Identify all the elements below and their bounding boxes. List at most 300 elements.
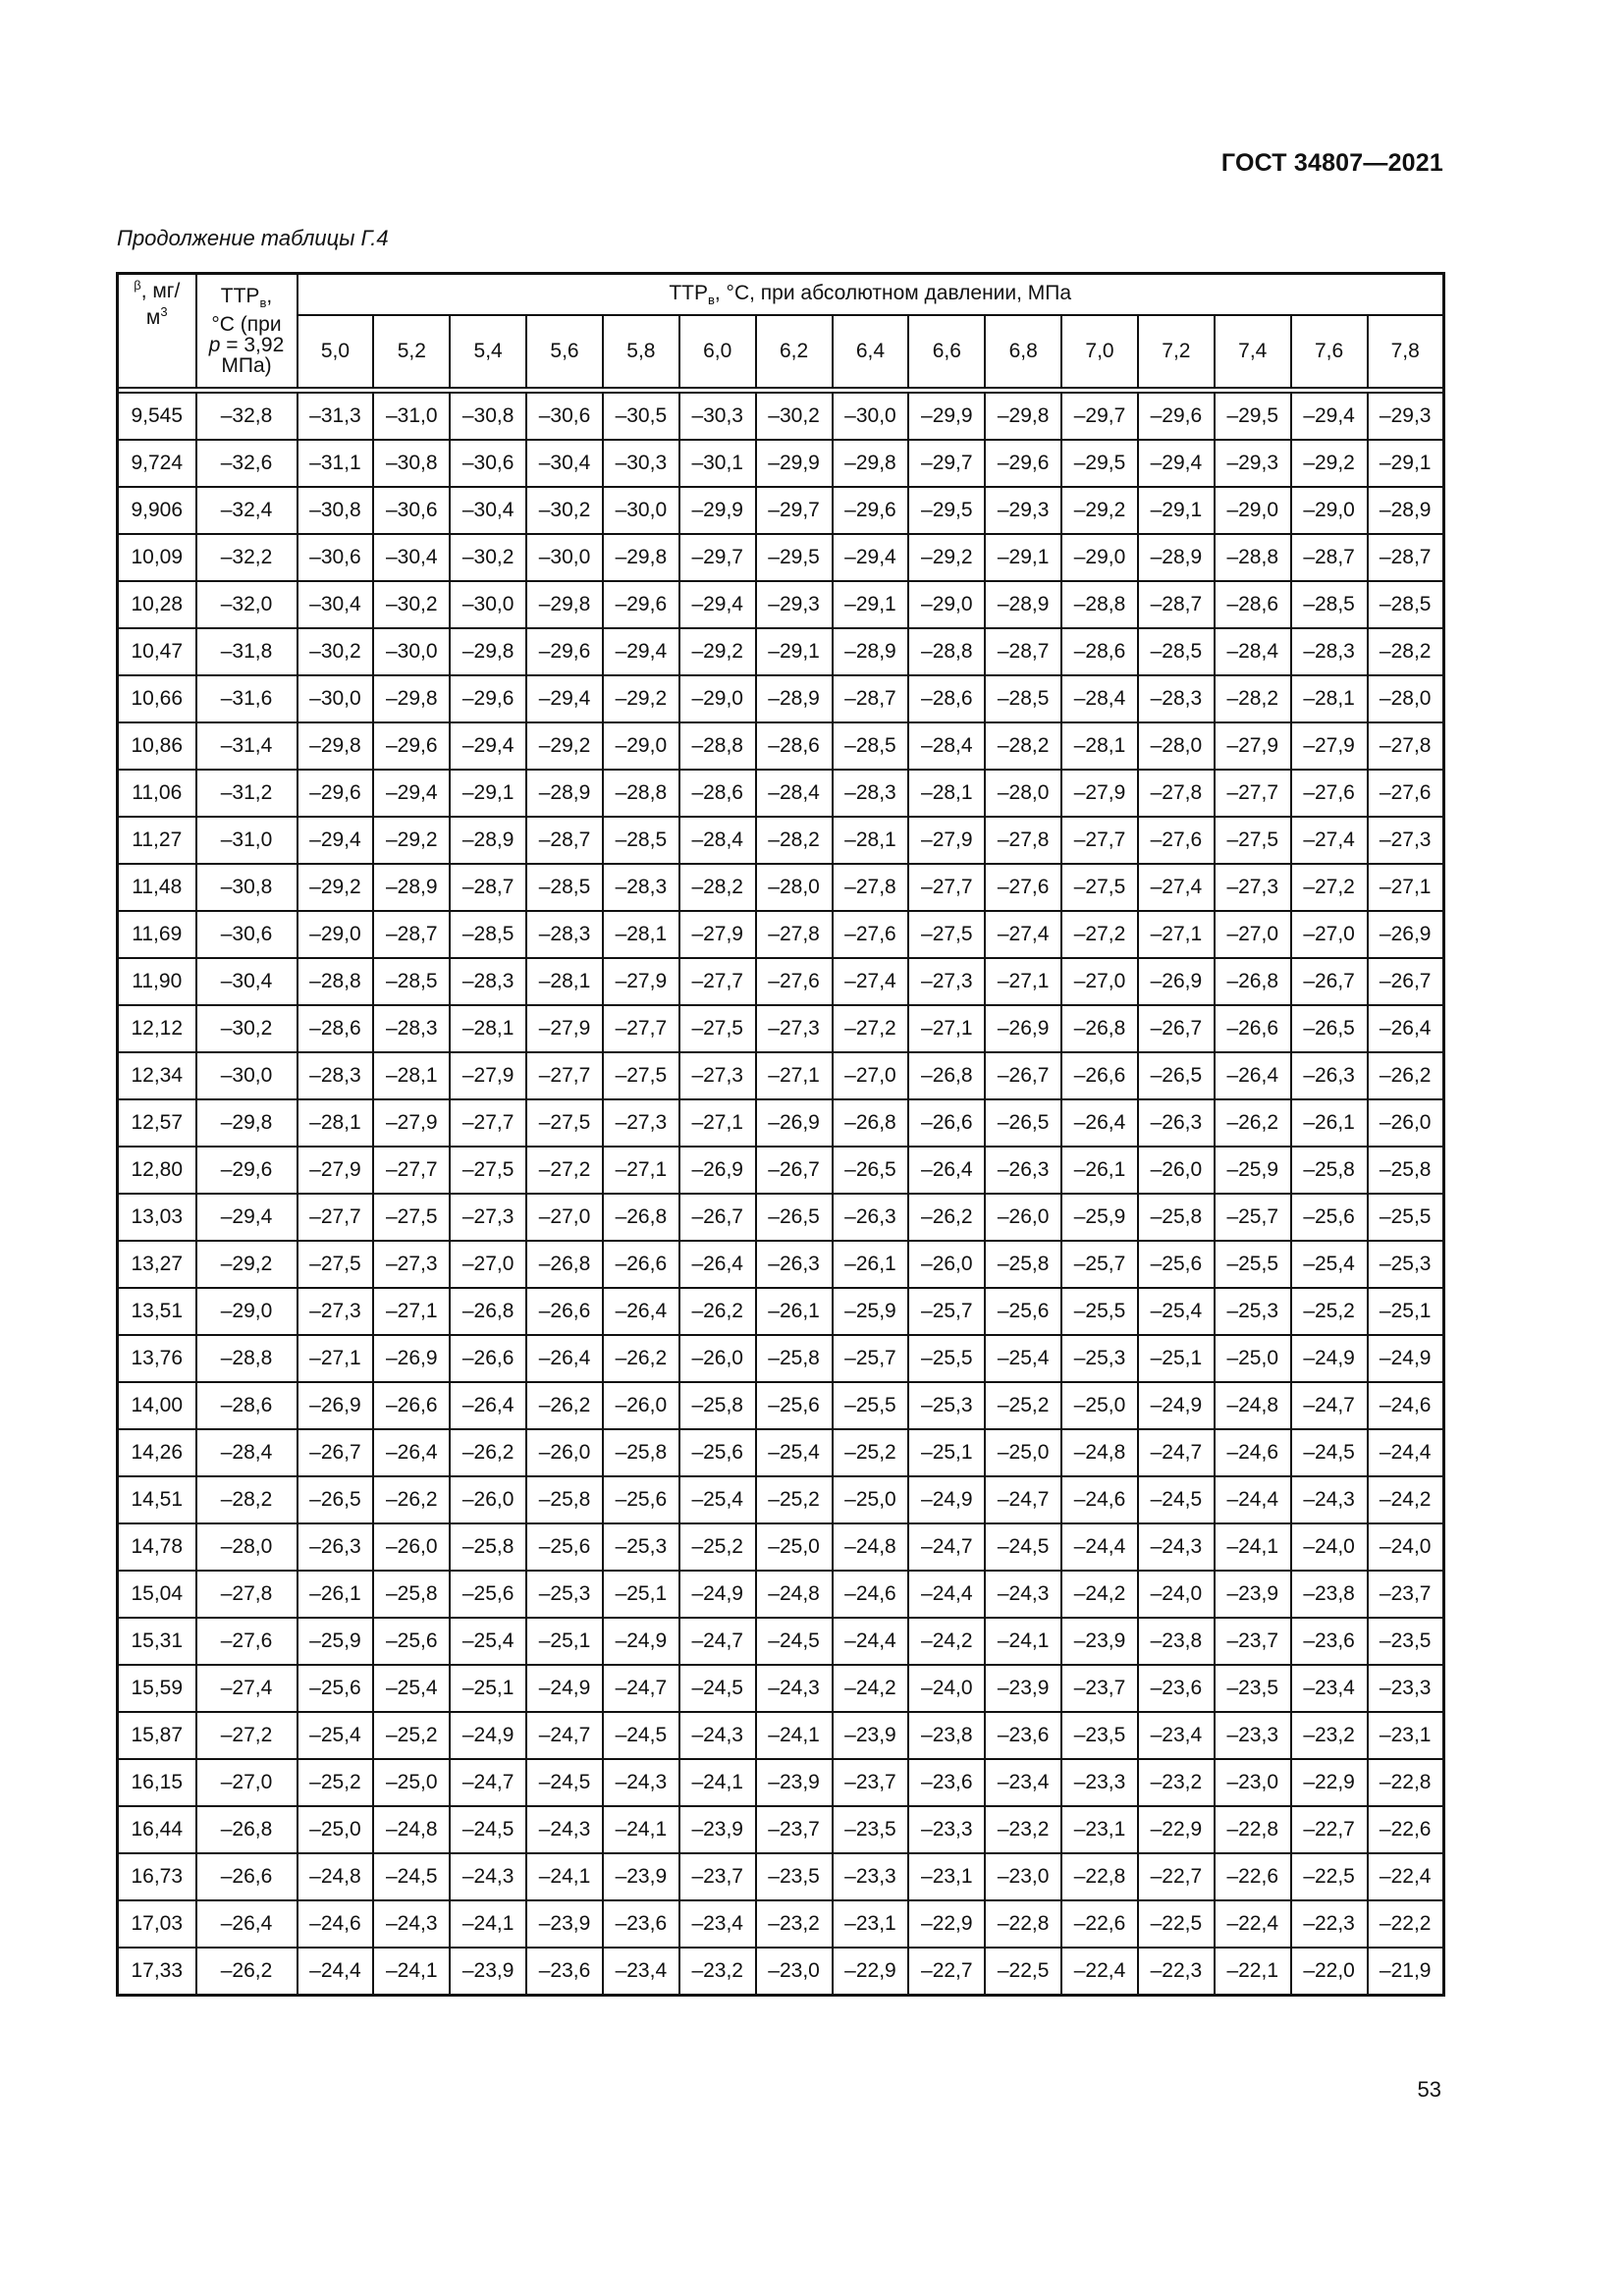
value-cell: –29,8 [373,675,450,722]
value-cell: –26,1 [756,1288,833,1335]
header-ttp-reference [196,274,298,389]
value-cell: –25,0 [833,1476,909,1523]
table-row [118,1759,1444,1806]
value-cell: –25,0 [373,1759,450,1806]
value-cell: –26,4 [679,1241,756,1288]
table-row [118,1948,1444,1996]
ttp-reference-cell: –28,6 [196,1382,298,1429]
table-row [118,393,1444,440]
value-cell: –24,5 [450,1806,526,1853]
value-cell: –28,2 [756,817,833,864]
value-cell: –27,5 [603,1052,679,1099]
value-cell: –23,6 [1291,1618,1368,1665]
value-cell: –28,2 [1368,628,1444,675]
pressure-header: 6,4 [833,315,909,388]
ttp-label: ТТР [220,285,260,308]
value-cell: –28,2 [1215,675,1291,722]
value-cell: –26,9 [756,1099,833,1147]
value-cell: –26,2 [373,1476,450,1523]
table-caption: Продолжение таблицы Г.4 [117,226,389,250]
beta-symbol: β [134,278,141,293]
value-cell: –25,0 [1061,1382,1138,1429]
value-cell: –24,8 [298,1853,374,1900]
value-cell: –24,3 [1291,1476,1368,1523]
table-row [118,1194,1444,1241]
value-cell: –28,8 [1215,534,1291,581]
beta-cell: 10,66 [118,675,196,722]
value-cell: –28,0 [985,770,1061,817]
value-cell: –25,1 [908,1429,985,1476]
value-cell: –26,7 [1291,958,1368,1005]
value-cell: –24,5 [756,1618,833,1665]
value-cell: –26,6 [526,1288,603,1335]
ttp-reference-cell: –32,0 [196,581,298,628]
ttp-unit: °С (при [211,312,282,336]
value-cell: –29,7 [1061,393,1138,440]
value-cell: –25,8 [1368,1147,1444,1194]
beta-cell: 9,545 [118,393,196,440]
value-cell: –29,5 [1061,440,1138,487]
value-cell: –26,3 [985,1147,1061,1194]
value-cell: –24,9 [908,1476,985,1523]
value-cell: –29,8 [603,534,679,581]
value-cell: –30,2 [756,393,833,440]
value-cell: –30,0 [298,675,374,722]
value-cell: –28,6 [908,675,985,722]
value-cell: –29,4 [450,722,526,770]
value-cell: –24,0 [1291,1523,1368,1571]
value-cell: –26,2 [526,1382,603,1429]
value-cell: –29,5 [756,534,833,581]
value-cell: –27,1 [1368,864,1444,911]
value-cell: –24,1 [373,1948,450,1996]
value-cell: –30,0 [526,534,603,581]
page-number: 53 [1417,2077,1441,2102]
table-row [118,770,1444,817]
value-cell: –29,4 [603,628,679,675]
value-cell: –26,6 [373,1382,450,1429]
value-cell: –28,8 [298,958,374,1005]
value-cell: –27,1 [373,1288,450,1335]
value-cell: –27,0 [1215,911,1291,958]
value-cell: –27,9 [373,1099,450,1147]
value-cell: –28,4 [1215,628,1291,675]
value-cell: –23,6 [908,1759,985,1806]
value-cell: –27,4 [985,911,1061,958]
value-cell: –29,9 [756,440,833,487]
value-cell: –25,4 [679,1476,756,1523]
value-cell: –29,8 [985,393,1061,440]
value-cell: –28,4 [908,722,985,770]
value-cell: –29,1 [1138,487,1215,534]
value-cell: –26,3 [833,1194,909,1241]
beta-cell: 15,59 [118,1665,196,1712]
value-cell: –25,4 [756,1429,833,1476]
value-cell: –24,5 [373,1853,450,1900]
value-cell: –29,6 [1138,393,1215,440]
value-cell: –26,2 [603,1335,679,1382]
beta-cell: 13,27 [118,1241,196,1288]
value-cell: –27,2 [1061,911,1138,958]
value-cell: –29,7 [908,440,985,487]
document-code: ГОСТ 34807—2021 [1220,149,1443,177]
value-cell: –30,8 [298,487,374,534]
value-cell: –22,2 [1368,1900,1444,1948]
value-cell: –27,9 [908,817,985,864]
value-cell: –23,8 [908,1712,985,1759]
value-cell: –27,1 [985,958,1061,1005]
value-cell: –27,5 [908,911,985,958]
value-cell: –25,3 [908,1382,985,1429]
value-cell: –23,5 [1215,1665,1291,1712]
value-cell: –28,7 [373,911,450,958]
value-cell: –25,4 [1138,1288,1215,1335]
value-cell: –28,6 [679,770,756,817]
value-cell: –26,1 [1061,1147,1138,1194]
value-cell: –30,6 [373,487,450,534]
value-cell: –25,9 [833,1288,909,1335]
value-cell: –23,2 [1291,1712,1368,1759]
value-cell: –30,0 [373,628,450,675]
value-cell: –25,3 [1215,1288,1291,1335]
value-cell: –29,0 [908,581,985,628]
value-cell: –25,8 [756,1335,833,1382]
value-cell: –24,3 [450,1853,526,1900]
value-cell: –27,6 [833,911,909,958]
value-cell: –26,4 [908,1147,985,1194]
value-cell: –24,8 [1215,1382,1291,1429]
value-cell: –27,4 [1138,864,1215,911]
value-cell: –29,2 [1291,440,1368,487]
table-row [118,534,1444,581]
value-cell: –29,8 [450,628,526,675]
value-cell: –29,5 [908,487,985,534]
value-cell: –29,8 [526,581,603,628]
table-row [118,911,1444,958]
pressure-header: 5,4 [450,315,526,388]
beta-cell: 10,09 [118,534,196,581]
value-cell: –24,9 [1138,1382,1215,1429]
value-cell: –27,8 [833,864,909,911]
value-cell: –27,0 [450,1241,526,1288]
value-cell: –29,6 [833,487,909,534]
value-cell: –24,3 [603,1759,679,1806]
value-cell: –22,4 [1215,1900,1291,1948]
value-cell: –22,1 [1215,1948,1291,1996]
value-cell: –22,7 [1138,1853,1215,1900]
value-cell: –29,6 [603,581,679,628]
value-cell: –28,9 [450,817,526,864]
value-cell: –24,7 [1291,1382,1368,1429]
value-cell: –25,2 [373,1712,450,1759]
value-cell: –26,4 [450,1382,526,1429]
value-cell: –29,3 [756,581,833,628]
value-cell: –24,3 [985,1571,1061,1618]
value-cell: –22,9 [1291,1759,1368,1806]
table-row [118,1005,1444,1052]
table-row [118,722,1444,770]
beta-cell: 16,15 [118,1759,196,1806]
value-cell: –25,5 [833,1382,909,1429]
value-cell: –27,8 [756,911,833,958]
value-cell: –29,2 [526,722,603,770]
value-cell: –29,9 [679,487,756,534]
beta-cell: 11,06 [118,770,196,817]
beta-cell: 14,78 [118,1523,196,1571]
value-cell: –22,4 [1061,1948,1138,1996]
value-cell: –26,3 [756,1241,833,1288]
value-cell: –23,2 [1138,1759,1215,1806]
value-cell: –27,2 [833,1005,909,1052]
pressure-header: 7,4 [1215,315,1291,388]
table-row [118,1288,1444,1335]
value-cell: –22,6 [1368,1806,1444,1853]
value-cell: –28,9 [1368,487,1444,534]
beta-cell: 13,03 [118,1194,196,1241]
value-cell: –28,3 [833,770,909,817]
header-beta [118,274,196,389]
value-cell: –24,8 [373,1806,450,1853]
beta-cell: 14,00 [118,1382,196,1429]
value-cell: –26,7 [985,1052,1061,1099]
value-cell: –22,5 [1138,1900,1215,1948]
value-cell: –30,8 [450,393,526,440]
value-cell: –29,9 [908,393,985,440]
span-sub: в [707,293,715,308]
value-cell: –28,9 [756,675,833,722]
value-cell: –24,8 [833,1523,909,1571]
value-cell: –28,6 [298,1005,374,1052]
value-cell: –26,3 [1138,1099,1215,1147]
value-cell: –27,6 [756,958,833,1005]
beta-cell: 13,51 [118,1288,196,1335]
value-cell: –27,8 [1368,722,1444,770]
value-cell: –29,1 [833,581,909,628]
value-cell: –24,6 [833,1571,909,1618]
value-cell: –30,4 [526,440,603,487]
value-cell: –26,4 [1368,1005,1444,1052]
value-cell: –29,0 [298,911,374,958]
table-row [118,1900,1444,1948]
ttp-reference-cell: –29,2 [196,1241,298,1288]
value-cell: –27,0 [526,1194,603,1241]
beta-cell: 16,73 [118,1853,196,1900]
ttp-reference-cell: –28,0 [196,1523,298,1571]
value-cell: –25,6 [298,1665,374,1712]
value-cell: –29,6 [298,770,374,817]
value-cell: –28,6 [1215,581,1291,628]
value-cell: –28,7 [833,675,909,722]
value-cell: –30,6 [450,440,526,487]
value-cell: –28,8 [908,628,985,675]
value-cell: –25,3 [1368,1241,1444,1288]
value-cell: –25,6 [679,1429,756,1476]
value-cell: –28,1 [908,770,985,817]
value-cell: –25,5 [1215,1241,1291,1288]
ttp-mpa: МПа) [221,353,272,377]
value-cell: –26,5 [985,1099,1061,1147]
ttp-reference-cell: –31,6 [196,675,298,722]
table-row [118,1241,1444,1288]
value-cell: –26,5 [833,1147,909,1194]
value-cell: –26,8 [1061,1005,1138,1052]
beta-cell: 11,90 [118,958,196,1005]
value-cell: –27,0 [833,1052,909,1099]
beta-cell: 12,80 [118,1147,196,1194]
value-cell: –27,1 [679,1099,756,1147]
ttp-reference-cell: –26,6 [196,1853,298,1900]
value-cell: –29,7 [679,534,756,581]
pressure-header: 7,0 [1061,315,1138,388]
value-cell: –27,0 [1061,958,1138,1005]
ttp-reference-cell: –28,8 [196,1335,298,1382]
value-cell: –25,8 [679,1382,756,1429]
ttp-reference-cell: –30,8 [196,864,298,911]
beta-cell: 12,12 [118,1005,196,1052]
value-cell: –26,4 [373,1429,450,1476]
value-cell: –27,4 [1291,817,1368,864]
value-cell: –25,6 [373,1618,450,1665]
value-cell: –23,0 [985,1853,1061,1900]
table-row [118,1476,1444,1523]
ttp-reference-cell: –30,6 [196,911,298,958]
value-cell: –23,9 [679,1806,756,1853]
value-cell: –29,0 [1291,487,1368,534]
value-cell: –30,4 [450,487,526,534]
value-cell: –26,2 [679,1288,756,1335]
ttp-reference-cell: –32,8 [196,393,298,440]
value-cell: –26,0 [450,1476,526,1523]
value-cell: –25,6 [526,1523,603,1571]
value-cell: –28,8 [679,722,756,770]
beta-cell: 15,04 [118,1571,196,1618]
value-cell: –26,6 [1215,1005,1291,1052]
value-cell: –28,8 [603,770,679,817]
value-cell: –23,9 [450,1948,526,1996]
value-cell: –28,7 [1138,581,1215,628]
value-cell: –29,1 [756,628,833,675]
value-cell: –27,3 [679,1052,756,1099]
value-cell: –27,7 [1215,770,1291,817]
value-cell: –25,3 [1061,1335,1138,1382]
value-cell: –25,4 [450,1618,526,1665]
beta-cell: 11,27 [118,817,196,864]
ttp-reference-cell: –27,2 [196,1712,298,1759]
value-cell: –30,3 [603,440,679,487]
value-cell: –24,9 [1368,1335,1444,1382]
value-cell: –30,4 [298,581,374,628]
value-cell: –24,7 [1138,1429,1215,1476]
value-cell: –28,9 [985,581,1061,628]
value-cell: –29,4 [1291,393,1368,440]
beta-cell: 12,34 [118,1052,196,1099]
value-cell: –23,0 [756,1948,833,1996]
value-cell: –27,5 [679,1005,756,1052]
value-cell: –24,1 [985,1618,1061,1665]
pressure-header: 7,8 [1368,315,1444,388]
value-cell: –26,2 [908,1194,985,1241]
value-cell: –27,5 [373,1194,450,1241]
value-cell: –25,2 [1291,1288,1368,1335]
value-cell: –25,2 [833,1429,909,1476]
value-cell: –25,7 [908,1288,985,1335]
value-cell: –24,7 [526,1712,603,1759]
value-cell: –22,6 [1215,1853,1291,1900]
ttp-reference-cell: –32,6 [196,440,298,487]
value-cell: –25,6 [603,1476,679,1523]
value-cell: –28,7 [1291,534,1368,581]
value-cell: –23,1 [1061,1806,1138,1853]
value-cell: –27,1 [603,1147,679,1194]
value-cell: –24,1 [526,1853,603,1900]
value-cell: –29,4 [298,817,374,864]
value-cell: –27,7 [1061,817,1138,864]
value-cell: –23,7 [833,1759,909,1806]
beta-cell: 9,906 [118,487,196,534]
value-cell: –23,3 [1215,1712,1291,1759]
pressure-header: 5,0 [298,315,374,388]
value-cell: –26,3 [1291,1052,1368,1099]
value-cell: –26,8 [908,1052,985,1099]
value-cell: –21,9 [1368,1948,1444,1996]
value-cell: –26,2 [1368,1052,1444,1099]
data-table [116,272,1445,1997]
value-cell: –29,4 [373,770,450,817]
value-cell: –27,5 [1215,817,1291,864]
value-cell: –23,6 [603,1900,679,1948]
value-cell: –29,6 [526,628,603,675]
ttp-reference-cell: –26,8 [196,1806,298,1853]
value-cell: –29,1 [985,534,1061,581]
value-cell: –25,6 [1138,1241,1215,1288]
value-cell: –27,2 [1291,864,1368,911]
value-cell: –26,1 [298,1571,374,1618]
value-cell: –24,8 [756,1571,833,1618]
ttp-reference-cell: –26,4 [196,1900,298,1948]
value-cell: –23,1 [1368,1712,1444,1759]
value-cell: –24,1 [450,1900,526,1948]
beta-cell: 17,33 [118,1948,196,1996]
value-cell: –26,8 [450,1288,526,1335]
value-cell: –27,9 [1061,770,1138,817]
value-cell: –25,6 [985,1288,1061,1335]
value-cell: –25,3 [526,1571,603,1618]
table-row [118,1853,1444,1900]
value-cell: –25,8 [1291,1147,1368,1194]
value-cell: –26,0 [679,1335,756,1382]
value-cell: –23,4 [679,1900,756,1948]
ttp-sub: в [259,295,267,311]
value-cell: –26,7 [679,1194,756,1241]
ttp-reference-cell: –28,2 [196,1476,298,1523]
value-cell: –24,1 [1215,1523,1291,1571]
table-row [118,817,1444,864]
beta-cell: 9,724 [118,440,196,487]
value-cell: –23,9 [985,1665,1061,1712]
pressure-header-row [118,315,1444,388]
value-cell: –23,6 [985,1712,1061,1759]
value-cell: –29,0 [1215,487,1291,534]
value-cell: –27,6 [1138,817,1215,864]
value-cell: –23,6 [1138,1665,1215,1712]
value-cell: –29,2 [1061,487,1138,534]
value-cell: –26,3 [298,1523,374,1571]
value-cell: –22,7 [908,1948,985,1996]
value-cell: –26,8 [1215,958,1291,1005]
value-cell: –27,5 [526,1099,603,1147]
value-cell: –24,4 [1061,1523,1138,1571]
ttp-reference-cell: –27,6 [196,1618,298,1665]
